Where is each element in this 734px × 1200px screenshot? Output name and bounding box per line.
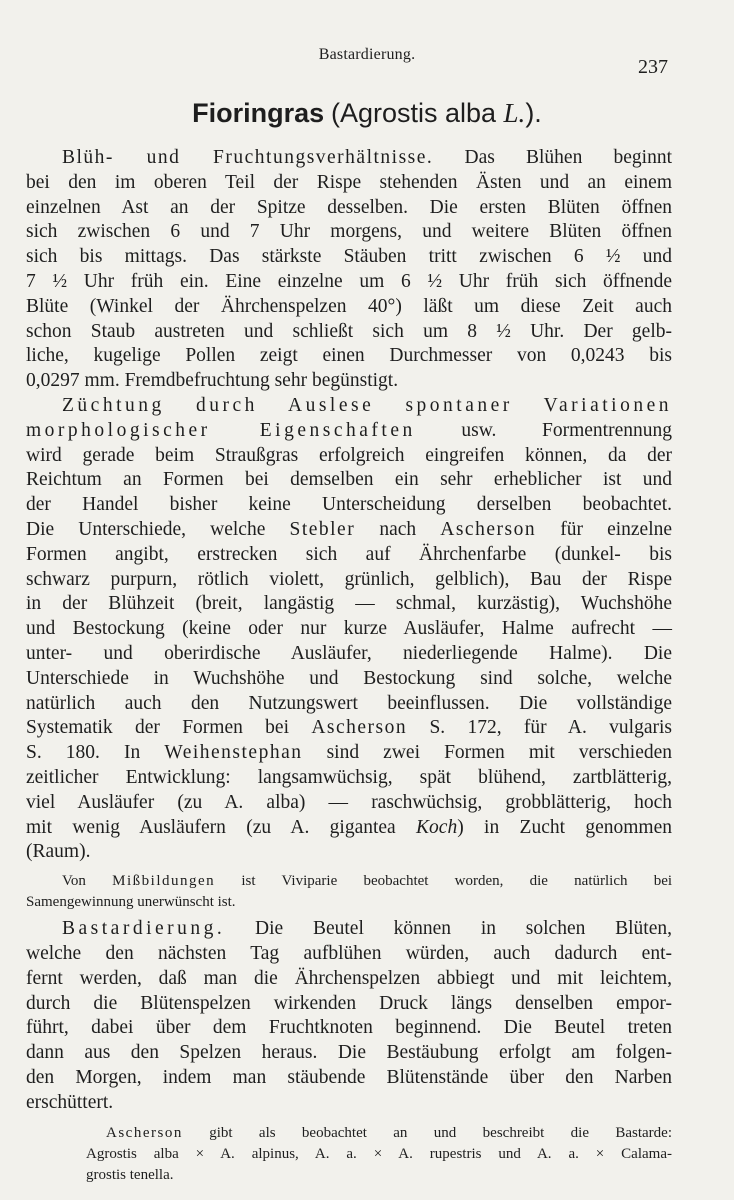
text-line: und Bestockung (keine oder nur kurze Ausläufer, Halme aufrecht — (26, 618, 672, 640)
text-line: erschüttert. (26, 1091, 114, 1113)
title-latin-name: (Agrostis alba (330, 98, 504, 128)
text-line: schwarz purpurn, rötlich violett, grünlich, gelblich), Bau der Rispe (26, 568, 672, 590)
paragraph-zuchtung (26, 394, 672, 865)
section-title (0, 98, 734, 129)
title-common-name: Fioringras (192, 98, 325, 128)
text-line: grostis tenella. (86, 1167, 174, 1184)
text-line: Formen angibt, erstrecken sich auf Ährchenfarbe (dunkel- bis (26, 543, 672, 565)
author-name: Stebler (289, 518, 356, 540)
author-name: Ascherson (311, 717, 408, 739)
text-line: führt, dabei über dem Fruchtknoten beginnend. Die Beutel treten (26, 1017, 672, 1039)
text-line: zeitlicher Entwicklung: langsamwüchsig, spät blühend, zartblätterig, (26, 766, 672, 788)
title-author: L. (503, 98, 526, 128)
text-fragment: für einzelne (560, 518, 673, 540)
text-line: Unterschiede in Wuchshöhe und Bestockung sind solche, welche (26, 667, 672, 689)
text-line: den Morgen, indem man stäubende Blütenstände über den Narben (26, 1066, 672, 1088)
text-line: dann aus den Spelzen heraus. Die Bestäubung erfolgt am folgen- (26, 1042, 672, 1064)
author-name: Koch (416, 816, 458, 838)
footnote-missbildungen (26, 871, 672, 913)
text-line (26, 518, 672, 543)
text-line: einzelnen Ast an der Spitze desselben. Die ersten Blüten öffnen (26, 196, 672, 218)
text-line: natürlich auch den Nutzungswert beeinflussen. Die vollständige (26, 692, 672, 714)
text-line: welche den nächsten Tag aufblühen würden, auch dadurch ent- (26, 942, 672, 964)
heading-bluh: Blüh- und Fruchtungsverhältnisse. (62, 147, 434, 168)
text-line: schon Staub austreten und schließt sich um 8 ½ Uhr. Der gelb- (26, 320, 672, 342)
heading-zuchtung-1: Züchtung durch Auslese spontaner Variationen (62, 394, 672, 416)
footnote-ascherson (26, 1123, 672, 1186)
text-line: der Handel bisher keine Unterscheidung derselben beobachtet. (26, 494, 672, 516)
text-line: liche, kugelige Pollen zeigt einen Durchmesser von 0,0243 bis (26, 345, 672, 367)
heading-bastardierung: Bastardierung. (62, 918, 226, 940)
text-line (26, 871, 672, 892)
text-fragment: usw. Formentrennung (461, 419, 672, 441)
page-body (26, 146, 672, 1186)
text-line: wird gerade beim Straußgras erfolgreich eingreifen können, da der (26, 444, 672, 466)
text-line: sich bis mittags. Das stärkste Stäuben tritt zwischen 6 ½ und (26, 246, 672, 268)
text-line: viel Ausläufer (zu A. alba) — raschwüchsig, grobblätterig, hoch (26, 791, 672, 813)
text-fragment: Das Blühen beginnt (464, 147, 672, 168)
text-line: bei den im oberen Teil der Rispe stehenden Ästen und an einem (26, 171, 672, 193)
text-line: in der Blühzeit (breit, langästig — schmal, kurzästig), Wuchshöhe (26, 593, 672, 615)
text-line (26, 741, 672, 766)
text-line: Agrostis alba × A. alpinus, A. a. × A. rupestris und A. a. × Calama- (86, 1146, 672, 1163)
text-fragment: ) in Zucht genommen (457, 816, 672, 838)
text-line (26, 146, 672, 171)
text-line: unter- und oberirdische Ausläufer, niederliegende Halme). Die (26, 642, 672, 664)
text-line: 7 ½ Uhr früh ein. Eine einzelne um 6 ½ Uhr früh sich öffnende (26, 270, 672, 292)
text-line: durch die Blütenspelzen wirkenden Druck längs denselben empor- (26, 992, 672, 1014)
footnote-term: Mißbildungen (112, 873, 216, 890)
text-line: (Raum). (26, 841, 91, 863)
page-number: 237 (638, 56, 668, 78)
author-name: Ascherson (440, 518, 537, 540)
text-line: sich zwischen 6 und 7 Uhr morgens, und weitere Blüten öffnen (26, 221, 672, 243)
text-line: Samengewinnung unerwünscht ist. (26, 894, 236, 911)
text-fragment: mit wenig Ausläufern (zu A. gigantea (26, 816, 396, 838)
text-fragment: S. 180. In (26, 742, 141, 764)
author-name: Ascherson (106, 1125, 183, 1142)
text-line (86, 1123, 672, 1144)
paragraph-bluh (26, 146, 672, 394)
text-fragment: Von (62, 873, 86, 890)
text-line: Reichtum an Formen bei demselben ein sehr erheblicher ist und (26, 469, 672, 491)
text-fragment: S. 172, für A. vulgaris (429, 717, 672, 739)
text-line: 0,0297 mm. Fremdbefruchtung sehr begünstigt. (26, 370, 399, 392)
running-head: Bastardierung. (318, 46, 416, 63)
place-name: Weihenstephan (164, 742, 303, 764)
text-line: fernt werden, daß man die Ährchenspelzen abbiegt und mit leichtem, (26, 967, 672, 989)
text-fragment: Die Beutel können in solchen Blüten, (255, 918, 672, 940)
text-line (26, 917, 672, 942)
title-close: ). (525, 98, 542, 128)
paragraph-bastardierung (26, 917, 672, 1115)
text-line (26, 419, 672, 444)
text-fragment: Systematik der Formen bei (26, 717, 289, 739)
text-fragment: Die Unterschiede, welche (26, 518, 266, 540)
text-line (26, 716, 672, 741)
text-fragment: sind zwei Formen mit verschieden (326, 742, 673, 764)
text-fragment: nach (379, 518, 417, 540)
text-fragment: gibt als beobachtet an und beschreibt die Bastarde: (209, 1125, 673, 1142)
text-line (26, 816, 672, 841)
text-fragment: ist Viviparie beobachtet worden, die natürlich bei (241, 873, 673, 890)
heading-zuchtung-2: morphologischer Eigenschaften (26, 419, 416, 441)
text-line: Blüte (Winkel der Ährchenspelzen 40°) läßt um diese Zeit auch (26, 295, 672, 317)
